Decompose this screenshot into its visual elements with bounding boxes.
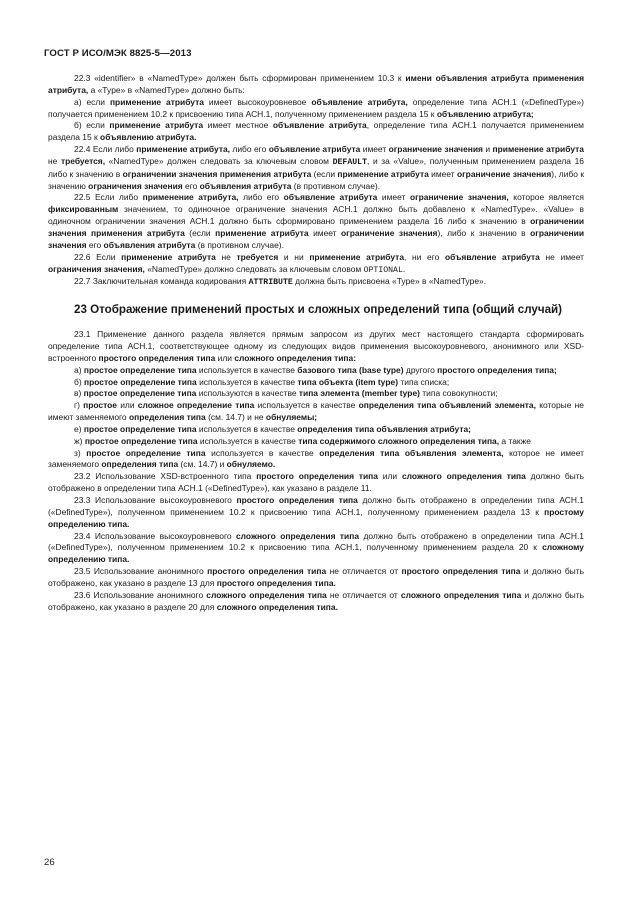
list-item-f: ж) простое определение типа используется в качестве типа содержимого сложного определения типа, а также xyxy=(74,435,531,446)
section-heading-23: 23 Отображение применений простых и сложных определений типа (общий случай) xyxy=(74,303,563,317)
paragraph-23-2: 23.2 Использование XSD-встроенного типа простого определения типа или сложного определения типа должно быть отображено в определении типа АСН.1 («DefinedType»), как указано в разделе 11. xyxy=(48,471,584,494)
list-item-b: б) простое определение типа используется в качестве типа объекта (item type) типа списка; xyxy=(74,376,450,387)
paragraph-22-3-b: б) если применение атрибута имеет местное объявление атрибута, определение типа АСН.1 получается применением раздела 15 к объявлению атрибута. xyxy=(48,120,584,143)
paragraph-23-4: 23.4 Использование высокоуровневого сложного определения типа должно быть отображено в определении типа АСН.1 («DefinedType»), полученном применением 10.2 к присвоению типа АСН.1, полученному применением раздела 20 к сложному определению типа. xyxy=(48,530,584,565)
keyword-attribute: ATTRIBUTE xyxy=(248,278,293,288)
page-number: 26 xyxy=(44,857,55,868)
paragraph-23-3: 23.3 Использование высокоуровневого простого определения типа должно быть отображено в определении типа АСН.1 («DefinedType»), полученном применением 10.2 к присвоению типа АСН.1, полученному применением раздела 13 к простому определению типа. xyxy=(48,495,584,529)
list-item-e: е) простое определение типа используется в качестве определения типа объявления атрибута; xyxy=(74,423,471,434)
paragraph-22-3: 22.3 «identifier» в «NamedType» должен быть сформирован применением 10.3 к имени объявления атрибута применения атрибута, а «Type» в «NamedType» должно быть: xyxy=(48,73,584,95)
paragraph-23-5: 23.5 Использование анонимного простого определения типа не отличается от простого определения типа и должно быть отображено, как указано в разделе 13 для простого определения типа. xyxy=(48,566,584,588)
list-item-d: г) простое или сложное определение типа используется в качестве определения типа объявлений элемента, которые не имеют заменяемого определения типа (см. 14.7) и не обнуляемы; xyxy=(48,400,584,423)
paragraph-22-5: 22.5 Если либо применение атрибута, либо его объявление атрибута имеет ограничение значения, которое является фиксированным значением, то одиночное ограничение значения АСН.1 должно быть добавлено к «NamedType». «Value» в одиночном ограничении значения АСН.1 должно быть сформировано применением раздела 16 либо к значению в ограничении значения применения атрибута (если применение атрибута имеет ограничение значения), либо к значению в ограничении значения его объявления атрибута (в противном случае). xyxy=(48,192,585,250)
list-item-g: з) простое определение типа используется в качестве определения типа объявления элемента, которое не имеет заменяемого определения типа (см. 14.7) и обнуляемо. xyxy=(48,447,584,470)
document-body xyxy=(48,73,584,613)
running-header: ГОСТ Р ИСО/МЭК 8825-5—2013 xyxy=(44,48,192,59)
paragraph-23-6: 23.6 Использование анонимного сложного определения типа не отличается от сложного определения типа и должно быть отображено, как указано в разделе 20 для сложного определения типа. xyxy=(48,589,584,612)
list-item-c: в) простое определение типа используются в качестве типа элемента (member type) типа совокупности; xyxy=(74,388,498,399)
paragraph-22-3-a: а) если применение атрибута имеет высокоуровневое объявление атрибута, определение типа АСН.1 («DefinedType») получается применением 10.2 к присвоению типа АСН.1, полученному применением раздела 15 к объявлению атрибута; xyxy=(48,96,584,119)
list-item-a: а) простое определение типа используется в качестве базового типа (base type) другого простого определения типа; xyxy=(74,364,557,375)
paragraph-22-7: 22.7 Заключительная команда кодирования ATTRIBUTE должна быть присвоена «Type» в «NamedType». xyxy=(74,276,487,288)
keyword-optional: OPTIONAL xyxy=(363,265,403,275)
paragraph-22-4: 22.4 Если либо применение атрибута, либо его объявление атрибута имеет ограничение значения и применение атрибута не требуется, «NamedType» должен следовать за ключевым словом DEFAULT, и за «Value», полученным применением раздела 16 либо к значению в ограничении значения применения атрибута (если применение атрибута имеет ограничение значения), либо к значению ограничения значения его объявления атрибута (в противном случае). xyxy=(48,144,585,191)
keyword-default: DEFAULT xyxy=(332,157,367,167)
paragraph-23-1: 23.1 Применение данного раздела является прямым запросом из других мест настоящего стандарта сформировать определение типа АСН.1, соответствующее одному из следующих видов применения высокоуровневого, анонимного или XSD-встроенного простого определения типа или сложного определения типа: xyxy=(48,329,584,363)
paragraph-22-6: 22.6 Если применение атрибута не требуется и ни применение атрибута, ни его объявление атрибута не имеет ограничения значения, «NamedType» должно следовать за ключевым словом OPTIONAL. xyxy=(48,251,585,275)
